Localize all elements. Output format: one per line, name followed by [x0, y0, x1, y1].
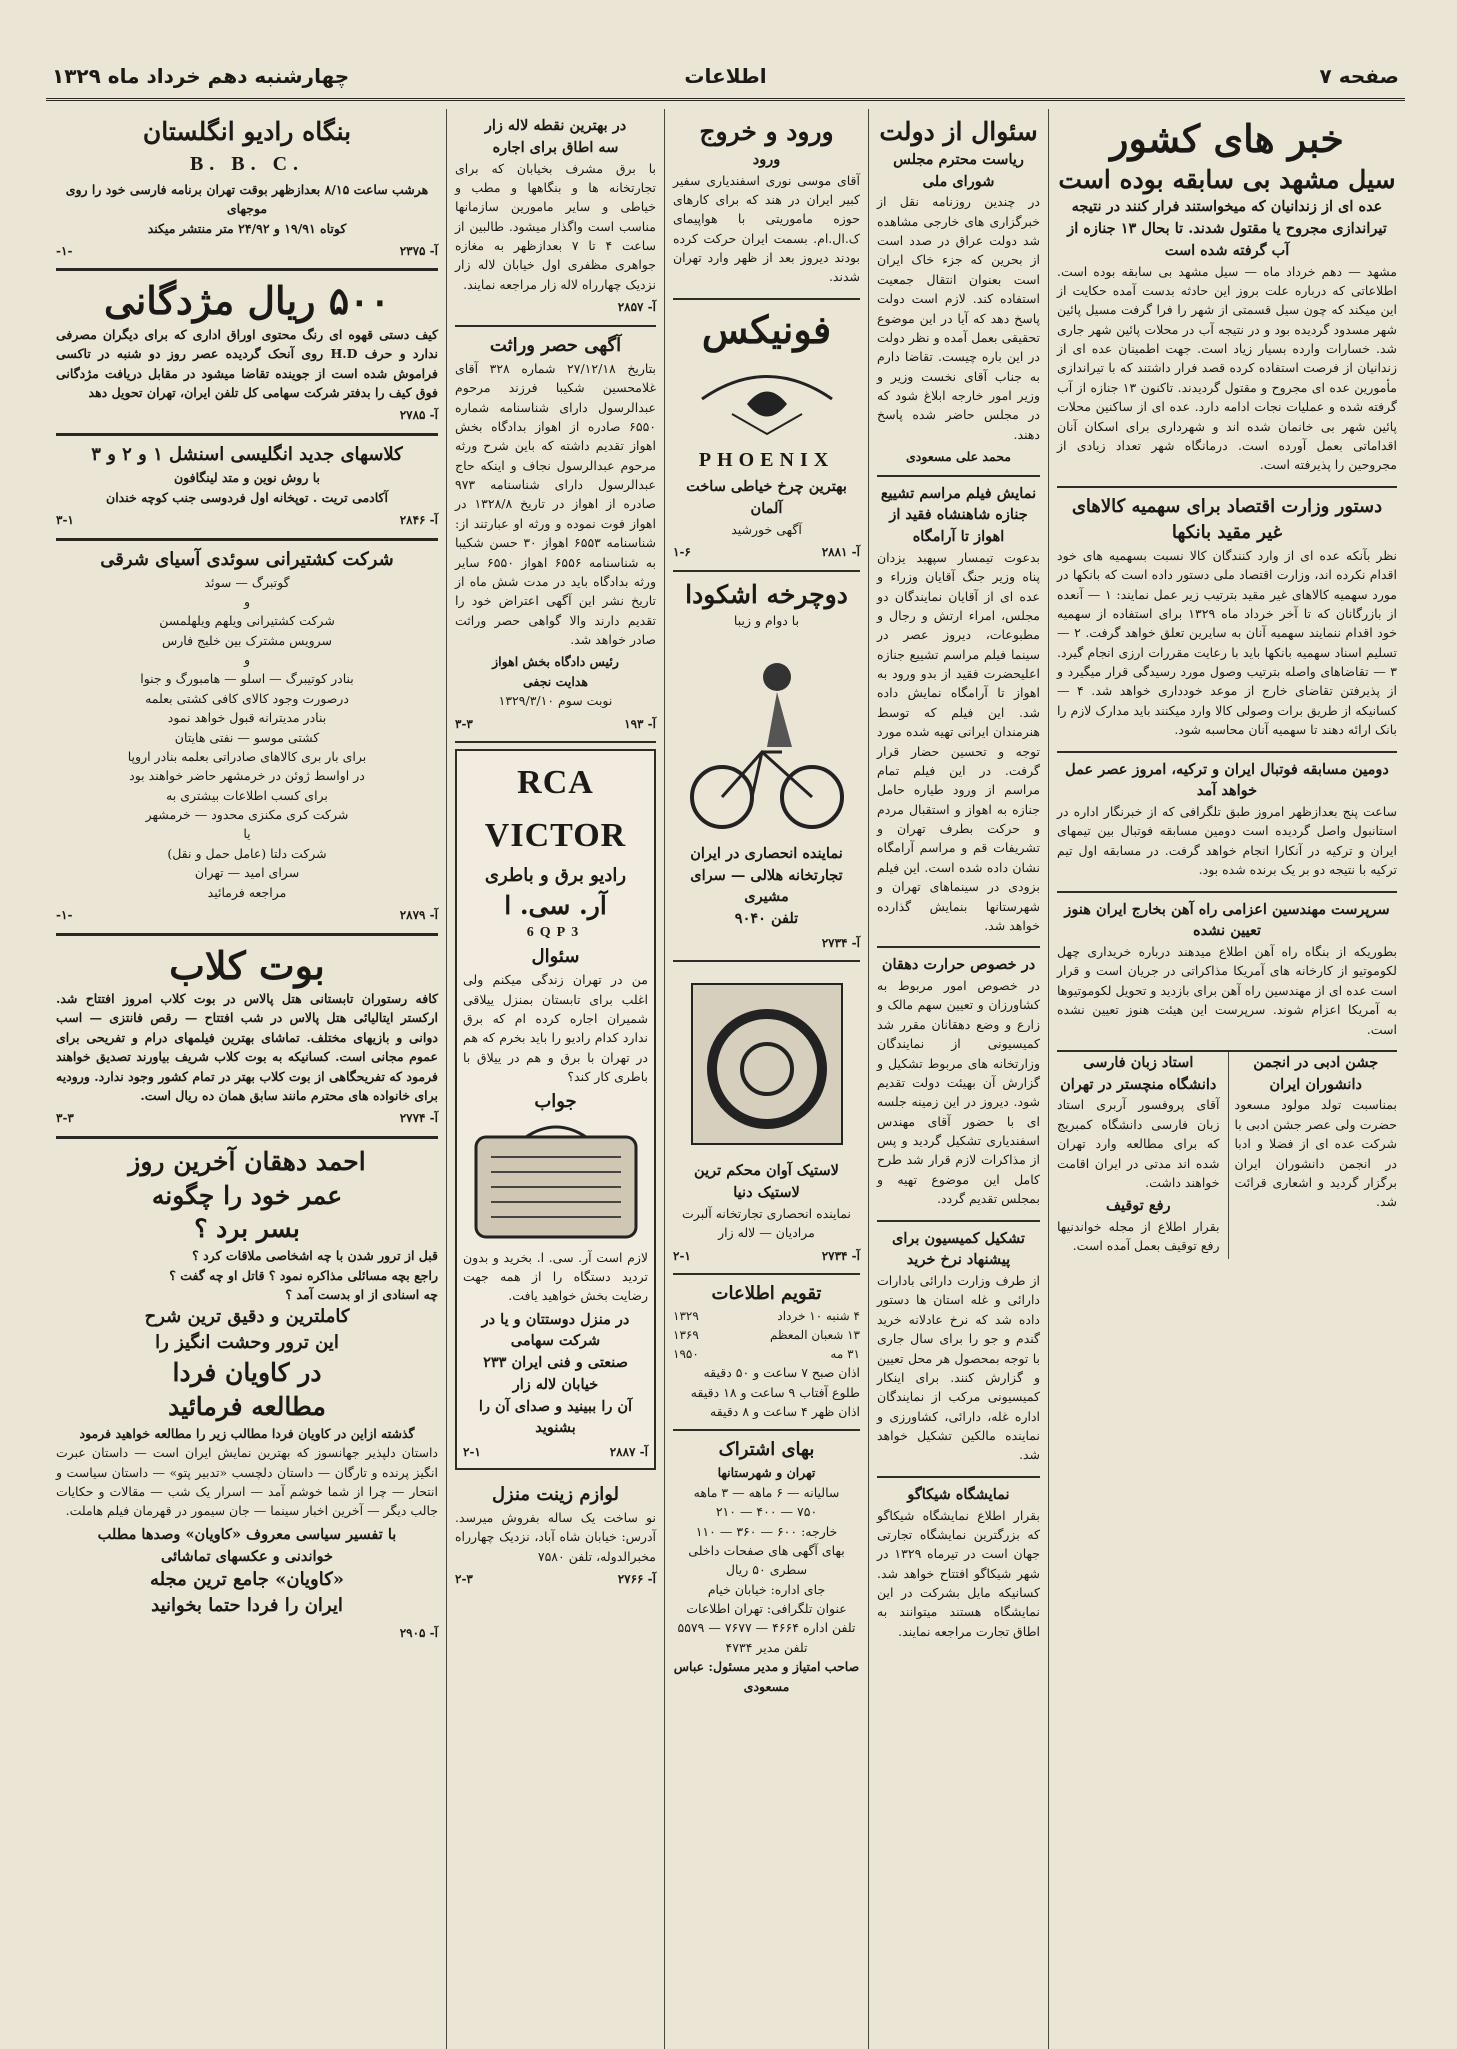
page-number: صفحه ۷	[1319, 64, 1399, 88]
article-body: ساعت پنج بعدازظهر امروز طبق تلگرافی که از خبرنگار اداره در استانبول واصل گردیده است دومین مسابقه فوتبال بین تیمهای ایران و ترکیه در آنکارا انجام خواهد گرفت. در مسابقه اول تیم ترکیه با نتیجه دو بر یک برنده شده بود.	[1057, 804, 1397, 878]
ad-line: یا	[243, 826, 251, 842]
bottom-split	[1057, 1052, 1397, 1259]
phoenix-logo-icon	[692, 359, 842, 439]
column-ads-center	[664, 109, 868, 2049]
ad-bootclub	[56, 936, 438, 1139]
column-ads-left	[48, 109, 446, 2049]
calendar-title: تقویم اطلاعات	[711, 1283, 822, 1305]
ad-code: آ- ۲۷۷۴ ۳-۳	[56, 1111, 438, 1126]
article-flood	[1057, 109, 1397, 488]
ad-line: سرای امید — تهران	[194, 865, 300, 881]
subscription-row: بهای آگهی های صفحات داخلی	[688, 1542, 845, 1558]
subscription-title: بهای اشتراک	[718, 1439, 815, 1461]
ad-body: کافه رستوران تابستانی هتل پالاس در بوت کلاب امروز افتتاح شد. ارکستر ایتالیائی هتل پالاس در شب افتتاح — رقص فانتزی — اسب دوانی و بازیهای مختلف. تماشای بهترین فیلمهای درام و تفریحی برای عموم مجانی است. کسانیکه به بوت کلاب شریف بیاورند تصدیق خواهند فرمود که تفریحگاهی از بوت کلاب بهتر در تمام کشور وجود ندارد. ورودیه برای خانواده های محترم مانند سابق همان ده ریال است.	[56, 991, 438, 1103]
ad-tagline: لاستیک آوان محکم ترین لاستیک دنیا	[694, 1162, 839, 1202]
ad-body: با برق مشرف بخیابان که برای تجارتخانه ها و بنگاهها و مطب و خیاطی و سایر مامورین سازمانها مناسب است واگذار میشود. طالبین از ساعت ۴ تا ۷ بعدازظهر به مغازه جواهری مظفری اول خیابان لاله زار نزدیک چهارراه لاله زار مراجعه نمایند.	[455, 160, 656, 292]
headline-rooms: در بهترین نقطه لاله زار	[484, 117, 627, 134]
promo-line: خواندنی و عکسهای تماشائی	[161, 1547, 333, 1565]
article-body: آقای موسی نوری اسفندیاری سفیر کبیر ایران در هند که برای کارهای حوزه ماموریتی با هواپیمای ک.ال.ام. بسمت ایران حرکت کرده بودند دیروز بعد از ظهر وارد تهران شدند.	[673, 172, 860, 285]
question-label: سئوال	[531, 946, 580, 968]
ad-body: داستان دلپذیر جهانسوز که بهترین نمایش ایران است — داستان عبرت انگیز پرنده و تارگان — داستان دلچسب «تدبیر پتو» — داستان سیاست و انتحار — چرا از شما خوشم آمد — اسرار یک شب — مقالات و حکایات جالب دیگر — آخرین اخبار سینما — جان سیمور در قهرمان فیلم هاملت.	[56, 1445, 438, 1519]
ad-body: کیف دستی قهوه ای رنگ محتوی اوراق اداری که برای دیگران مصرفی ندارد و حرف H.D روی آنحک گردیده عصر روز دو شنبه در تاکسی فراموش شده است از جوینده تقاضا میشود در مقابل دریافت مژدگانی فوق کیف را بدفتر شرکت سهامی کل تلفن ایران، تهران تحویل دهد	[56, 326, 438, 401]
brand-latin: PHOENIX	[698, 449, 835, 472]
headline-football: دومین مسابقه فوتبال ایران و ترکیه، امروز عصر عمل خواهد آمد	[1065, 760, 1389, 800]
headline-economy: دستور وزارت اقتصاد برای سهمیه کالاهای غیر مقید بانکها	[1071, 495, 1383, 543]
ad-line: شرکت کشتیرانی ویلهم ویلهلمسن	[159, 613, 335, 629]
ad-line: شرکت دلتا (عامل حمل و نقل)	[167, 845, 327, 861]
ad-line: گوتبرگ — سوئد	[204, 574, 290, 590]
subscription-row: سطری ۵۰ ریال	[725, 1562, 808, 1578]
headline-shipping: شرکت کشتیرانی سوئدی آسیای شرقی	[100, 548, 394, 570]
promo-line: ایران را فردا حتما بخوانید	[151, 1595, 343, 1617]
subscription-row: خارجه: ۶۰۰ — ۳۶۰ — ۱۱۰	[695, 1523, 838, 1539]
signature: رئیس دادگاه بخش اهواز	[492, 654, 619, 670]
headline-english: کلاسهای جدید انگلیسی اسنشل ۱ و ۲ و ۳	[91, 444, 403, 466]
ad-code: آ- ۱۹۳ ۳-۳	[455, 716, 656, 731]
subscription-row: تلفن اداره ۴۶۶۴ — ۷۶۷۷ — ۵۵۷۹	[677, 1620, 856, 1636]
ad-code: آ- ۲۳۷۵ -۱-	[56, 243, 438, 258]
ad-code: آ- ۲۷۶۶ ۲-۳	[455, 1571, 656, 1586]
model-number: 6QP3	[526, 925, 585, 941]
article-economy	[1057, 488, 1397, 753]
ad-line: برای کسب اطلاعات بیشتری به	[166, 787, 328, 803]
subhead: شورای ملی	[922, 172, 995, 190]
headline-bbc: بنگاه رادیو انگلستان	[142, 117, 352, 146]
subheadline-flood: عده ای از زندانیان که میخواستند فرار کنند در نتیجه تیراندازی مجروح یا مقتول شدند. تا بحال ۱۳ جنازه از آب گرفته شده است	[1067, 198, 1387, 259]
ad-line: بنادر مدیترانه قبول خواهد نمود	[167, 710, 327, 726]
article-body: در چندین روزنامه نقل از خبرگزاری های خارجی مشاهده شد دولت عراق در صدد است از بحرین که جزء خاک ایران است بعنوان انتقال جمعیت استفاده کند. لازم است دولت پاسخ دهد که آیا در این موضوع تحقیقی بعمل آمده و نظر دولت در این باره چیست. تقاضا دارم به جناب آقای نخست وزیر و وزیر امور خارجه ابلاغ شود که در مجلس حاضر شده پاسخ دهند.	[877, 194, 1040, 442]
promo-line: در کاویان فردا	[172, 1358, 322, 1388]
ad-line: با روش نوین و متد لینگافون	[173, 470, 321, 486]
article-body: مشهد — دهم خرداد ماه — سیل مشهد بی سابقه بوده است. اطلاعاتی که درباره علت بروز این حادثه بدست آمده حکایت از این میکند که چون سیل قسمتی از شهر را فرا گرفت مسیل پائین شهر مسدود گردیده بود و در نتیجه آب در محلات پائین شهر جاری شد. خسارات وارده بسیار زیاد است. جهت اطمینان عده ای از زندانیان از فرصت استفاده کرده قصد فرار داشتند که با تیراندازی مأمورین عده ای مجروح و مقتول گردیدند. تاکنون ۱۳ جنازه از آب گرفته شده و عملیات نجات ادامه دارد. عده ای از ساکنین محلات پائین شهر بی خانمان شده اند و شهرداری برای اسکان آنان اقداماتی بعمل آورده است. درمانگاه شهر تعداد زیادی از مجروحین را پذیرفته است.	[1057, 263, 1397, 473]
article-exhibit	[877, 1478, 1040, 1652]
ad-call-to-action: آن را ببینید و صدای آن را بشنوید	[478, 1397, 633, 1437]
subscription-row: سالیانه — ۶ ماهه — ۳ ماهه	[693, 1484, 840, 1500]
promo-line: این ترور وحشت انگیز را	[155, 1332, 339, 1354]
headline-probate: آگهی حصر وراثت	[489, 334, 622, 356]
publisher-line: صاحب امتیاز و مدیر مسئول: عباس مسعودی	[673, 1659, 860, 1694]
article-body: نظر بآنکه عده ای از وارد کنندگان کالا نسبت بسهمیه های خود اقدام نکرده اند، وزارت اقتصاد ملی دستور داده است که بانکها در مورد سهمیه کالاهای غیر مقید بترتیب زیر عمل نمایند: ۱ — آنعده از بازرگانان که تا آخر خرداد ماه ۱۳۲۹ برای استفاده از سهمیه خود اقدام ننمایند سهمیه آنان به سایرین تعلق خواهد گرفت. ۲ — تسلیم اسناد سهمیه بانکها باید با رعایت مقررات ارزی انجام گیرد. ۳ — تقاضاهای واصله بترتیب وصول مورد رسیدگی قرار میگیرد و از پذیرفتن تقاضای خارج از موعد خودداری خواهد شد. ۴ — کسانیکه از طریق برات وصولی کالا وارد میکنند باید مدارک لازم را بانک ارائه دهند تا سهمیه آنان محاسبه شود.	[1057, 547, 1398, 738]
article-body: بطوریکه از بنگاه راه آهن اطلاع میدهند درباره خریداری چهل لکوموتیو از کارخانه های آمریکا مذاکراتی در جریان است و قرار است عده ای از مهندسین راه آهن برای بازدید و تحویل لکوموتیوها به آمریکا اعزام شوند. سرپرست این هیئت هنوز تعیین نشده است.	[1057, 944, 1397, 1037]
ad-code: آ- ۲۸۸۷ ۲-۱	[463, 1445, 648, 1460]
ad-line: و	[243, 593, 251, 609]
ad-kavian	[56, 1139, 438, 1650]
ad-body: من در تهران زندگی میکنم ولی اغلب برای تابستان بمنزل ییلاقی شمیران اجاره کرده ام که برق ندارد کدام رادیو را باید بخرم که هم در تهران با برق و هم در ییلاق با باطری کار کند؟	[463, 972, 648, 1085]
headline-rooms-2: سه اطاق برای اجاره	[492, 138, 619, 156]
ad-dealer-name: تجارتخانه هلالی — سرای مشیری	[690, 866, 843, 906]
calendar-row: طلوع آفتاب ۹ ساعت و ۱۸ دقیقه	[690, 1384, 860, 1400]
ad-reward	[56, 271, 438, 436]
calendar	[673, 1275, 860, 1431]
ad-code: آ- ۲۸۵۷	[617, 300, 656, 315]
question-line: راجع بچه مسائلی مذاکره نمود ؟ قاتل او چه گفت ؟	[169, 1267, 438, 1283]
ad-line: و	[243, 652, 251, 668]
subhead: تهران و شهرستانها	[717, 1465, 816, 1481]
brand-rca: RCA VICTOR	[484, 764, 627, 854]
column-national-news	[1048, 109, 1405, 2049]
article-commission	[877, 1222, 1040, 1478]
answer-label: جواب	[534, 1091, 577, 1113]
section-title: خبر های کشور	[1110, 116, 1344, 161]
ad-line: شرکت کری مکنزی محدود — خرمشهر	[145, 807, 349, 823]
ad-tagline: با دوام و زیبا	[733, 613, 800, 629]
signature-name: هدایت نجفی	[522, 673, 589, 689]
article-body: بدعوت تیمسار سپهبد یزدان پناه وزیر جنگ آقایان وزراء و عده ای از آقایان نمایندگان دو مجلس، امراء ارتش و رجال و مطبوعات، دیروز عصر در سینما فیلم مراسم تشییع جنازه اعلیحضرت فقید از بدو ورود به اهواز تا آرامگاه نمایش داده شد. این فیلم که توسط هنرمندان ایرانی تهیه شده مورد توجه و تحسین حضار قرار گرفت. در این فیلم تمام مراسم از ورود طیاره حامل جنازه به اهواز و استقبال مردم و حرکت بطرف تهران و تشریفات قم و مراسم آرامگاه نشان داده شده است. این فیلم بزودی در سینماهای تهران و شهرستانها بنمایش گذارده خواهد شد.	[877, 549, 1040, 933]
ad-code: آ- ۲۹۰۵	[399, 1625, 438, 1640]
headline-literary: جشن ادبی در انجمن دانشوران ایران	[1253, 1053, 1379, 1093]
ad-rooms	[455, 109, 656, 327]
ad-dealer: در منزل دوستتان و یا در شرکت سهامی	[481, 1310, 630, 1350]
article-body: آقای پروفسور آربری استاد زبان فارسی دانشگاه کمبریج که برای مطالعه وارد تهران شده اند مدتی در ایران اقامت خواهند داشت.	[1057, 1097, 1220, 1190]
ad-body: نو ساخت یک ساله بفروش میرسد. آدرس: خیابان شاه آباد، نزدیک چهارراه مخبرالدوله، تلفن ۷۵۸۰	[455, 1509, 656, 1564]
calendar-row: اذان صبح ۷ ساعت و ۵۰ دقیقه	[703, 1365, 860, 1381]
ad-line: در اواسط ژوئن در خرمشهر حاضر خواهند بود	[129, 768, 365, 784]
article-football	[1057, 753, 1397, 893]
headline-bicycle: دوچرخه اشکودا	[685, 579, 848, 609]
article-prof	[1057, 1052, 1220, 1259]
promo-line: با تفسیر سیاسی معروف «کاویان» وصدها مطلب	[97, 1525, 397, 1543]
ad-code: آ- ۲۸۷۹ -۱-	[56, 907, 438, 922]
article-body: در خصوص امور مربوط به کشاورزان و تعیین سهم مالک و زارع و وضع دهقانان مقرر شد کمیسیونی از نمایندگان وزارتخانه های مربوط تشکیل و گزارش آن بهیئت دولت تقدیم شود. دیروز در این زمینه جلسه ای با حضور آقای مهندس اسفندیاری تشکیل گردید و پس از مذاکرات لازم قرار شد طرح کامل این موضوع تهیه و بمجلس تقدیم گردد.	[877, 978, 1040, 1207]
ad-shipping	[56, 541, 438, 936]
ad-dealer: نماینده انحصاری در ایران	[690, 844, 843, 862]
headline-prof: استاد زبان فارسی دانشگاه منچستر در تهران	[1060, 1053, 1217, 1093]
article-arrivals	[673, 109, 860, 300]
headline-arrest: رفع توقیف	[1105, 1197, 1171, 1215]
headline-bootclub: بوت کلاب	[169, 942, 325, 988]
bbc-frequencies: کوتاه ۱۹/۹۱ و ۲۴/۹۲ متر منتشر میکند	[147, 220, 347, 236]
column-politics	[868, 109, 1048, 2049]
headline-dehghan: احمد دهقان آخرین روز	[128, 1146, 366, 1176]
subhead: ریاست محترم مجلس	[893, 150, 1024, 168]
ad-line: کشتی موسو — نفتی هایتان	[174, 729, 320, 745]
headline-dehghan-3: بسر برد ؟	[194, 1214, 300, 1244]
article-literary	[1228, 1052, 1398, 1259]
newspaper-name: اطلاعات	[684, 64, 767, 88]
article-farmers	[877, 948, 1040, 1221]
ad-tagline: بهترین چرخ خیاطی ساخت آلمان	[686, 478, 847, 517]
headline-jewel: لوازم زینت منزل	[491, 1483, 620, 1505]
ad-jewel	[455, 1476, 656, 1597]
ad-code: آ- ۲۸۸۱ ۱-۶	[673, 545, 860, 560]
calendar-rows: ۴ شنبه ۱۰ خرداد ۱۳۲۹ ۱۳ شعبان المعظم ۱۳۶۹ ۳۱ مه ۱۹۵۰	[673, 1309, 860, 1361]
headline-question: سئوال از دولت	[879, 117, 1038, 146]
columns	[46, 109, 1405, 2049]
ad-probate	[455, 327, 656, 743]
brand-bbc: B. B. C.	[189, 152, 305, 175]
ad-tagline: رادیو برق و باطری	[484, 864, 627, 886]
headline-flood: سیل مشهد بی سابقه بوده است	[1058, 164, 1396, 194]
ad-code: آ- ۲۷۸۵	[399, 408, 438, 423]
ad-dealer-address: صنعتی و فنی ایران ۲۳۳ خیابان لاله زار	[483, 1354, 628, 1393]
subscription-row: جای اداره: خیابان خیام	[707, 1581, 826, 1597]
article-body: بقرار اطلاع از مجله خواندنیها رفع توقیف بعمل آمده است.	[1057, 1219, 1220, 1254]
ad-bbc	[56, 109, 438, 271]
ad-brand-fa: آر. سی. ا	[504, 890, 607, 920]
ad-tires	[673, 962, 860, 1275]
headline-railway: سرپرست مهندسین اعزامی راه آهن بخارج ایران هنوز تعیین نشده	[1064, 900, 1390, 940]
promo-line: «کاویان» جامع ترین مجله	[149, 1569, 345, 1591]
article-body: بمناسبت تولد مولود مسعود حضرت ولی عصر جشن ادبی با شرکت عده ای از فضلا و ادبا در انجمن دانشوران ایران برگزار گردید و اشعاری قرائت شد.	[1234, 1097, 1397, 1210]
headline-funeral: نمایش فیلم مراسم تشییع جنازه شاهنشاه فقید از اهواز تا آرامگاه	[880, 484, 1037, 545]
brand-phoenix: فونیکس	[701, 306, 832, 352]
article-question	[877, 109, 1040, 477]
subscription-row: ۷۵۰ — ۴۰۰ — ۲۱۰	[715, 1504, 818, 1520]
subscription	[673, 1431, 860, 1704]
ad-line: برای بار بری کالاهای صادراتی بعلمه بنادر اروپا	[127, 748, 367, 764]
article-railway	[1057, 893, 1397, 1052]
ad-line: درصورت وجود کالای کافی کشتی بعلمه	[145, 690, 349, 706]
masthead	[46, 58, 1405, 101]
headline-arrivals: ورود و خروج	[699, 117, 834, 146]
headline-reward: ۵۰۰ ریال مژدگانی	[104, 278, 390, 324]
promo-line: مطالعه فرمائید	[168, 1392, 326, 1422]
subhead: ورود	[752, 150, 781, 168]
headline-exhibit: نمایشگاه شیکاگو	[907, 1485, 1010, 1503]
promo-line: کاملترین و دقیق ترین شرح	[144, 1306, 350, 1328]
ad-code: آ- ۲۷۳۴	[821, 935, 860, 950]
headline-commission: تشکیل کمیسیون برای پیشنهاد نرخ خرید	[892, 1229, 1025, 1269]
issue-date: چهارشنبه دهم خرداد ماه ۱۳۲۹	[52, 64, 350, 88]
ad-agency: آگهی خورشید	[731, 521, 802, 537]
bbc-schedule: هرشب ساعت ۸/۱۵ بعدازظهر بوقت تهران برنامه فارسی خود را روی موجهای	[65, 181, 429, 217]
subscription-row: عنوان تلگرافی: تهران اطلاعات	[686, 1601, 847, 1616]
ad-rca-victor	[455, 749, 656, 1470]
signature: محمد علی مسعودی	[906, 449, 1011, 465]
ad-code: آ- ۲۸۴۶ ۳-۱	[56, 512, 438, 527]
headline-dehghan-2: عمر خود را چگونه	[151, 1180, 343, 1210]
ad-line: سرویس مشترک بین خلیج فارس	[162, 632, 332, 648]
column-classifieds	[446, 109, 664, 2049]
promo-line: گذشته ازاین در کاویان فردا مطالب زیر را مطالعه خواهید فرمود	[79, 1425, 415, 1441]
radio-icon	[466, 1122, 646, 1242]
calendar-row: اذان ظهر ۴ ساعت و ۸ دقیقه	[710, 1403, 860, 1419]
ad-line: بنادر کوتیبرگ — اسلو — هامبورگ و جنوا	[140, 671, 354, 687]
ad-body: لازم است آر. سی. ا. بخرید و بدون تردید دستگاه را از همه جهت رضایت بخش خواهید یافت.	[463, 1249, 648, 1304]
question-line: چه اسنادی از او بدست آمد ؟	[285, 1286, 438, 1302]
ad-phoenix	[673, 300, 860, 572]
article-funeral-film	[877, 477, 1040, 949]
question-line: قبل از ترور شدن با چه اشخاصی ملاقات کرد ؟	[192, 1248, 438, 1264]
article-body: از طرف وزارت دارائی بادارات دارائی و غله استان ها دستور داده شد که نرخ عادلانه خرید گندم و جو را برای سال جاری با توجه بمحصول هر محل تعیین و گزارش کنند. برای اینکار کمیسیونی مرکب از نمایندگان اداره غله، دارائی، کشاورزی و نماینده مالکین تشکیل خواهد شد.	[877, 1273, 1040, 1463]
ad-phone: تلفن ۹۰۴۰	[734, 910, 799, 928]
ad-line: آکادمی تریت . توپخانه اول فردوسی جنب کوچه خندان	[106, 489, 388, 505]
ad-bicycle	[673, 572, 860, 963]
ad-dealer: نماینده انحصاری تجارتخانه آلبرت مرادیان — لاله زار	[682, 1205, 851, 1241]
ad-line: مراجعه فرمائید	[207, 884, 287, 900]
subscription-row: تلفن مدیر ۴۷۳۴	[725, 1639, 808, 1655]
tire-car-icon	[682, 974, 852, 1154]
ad-code: آ- ۲۷۳۴ ۲-۱	[673, 1248, 860, 1263]
ad-body: بتاریخ ۲۷/۱۲/۱۸ شماره ۳۲۸ آقای غلامحسین شکیبا فرزند مرحوم عبدالرسول دارای شناسنامه شماره ۶۵۵۰ صادره از اهواز بدادگاه بخش اهواز تقدیم داشته که باین شرح ورثه مرحوم عبدالرسول نجاف و اینکه حاج عبدالرسول دارای شناسنامه ۹۷۳ صادره از اهواز در تاریخ ۱۳۲۸/۸ در اهواز فوت نموده و ورثه او عبارتند از: شناسنامه ۶۵۵۳ اهواز ۳۰ حسن شکیبا به شناسنامه ۶۵۵۶ اهواز ۶۵۵۰ سایر ورثه بدادگاه باید در مدت شش ماه از تاریخ نشر این آگهی اعتراض خود را تقدیم دارند والا گواهی حصر وراثت صادر خواهد شد.	[455, 360, 657, 648]
article-body: بقرار اطلاع نمایشگاه شیکاگو که بزرگترین نمایشگاه تجارتی جهان است در تیرماه ۱۳۲۹ در شهر شیکاگو افتتاح خواهد شد. کسانیکه مایل بشرکت در این نمایشگاه هستند میتوانند به اطاق تجارت مراجعه نمایند.	[877, 1507, 1041, 1639]
bicycle-rider-icon	[682, 637, 852, 837]
headline-farmers: در خصوص حرارت دهقان	[881, 956, 1036, 974]
ad-english	[56, 436, 438, 540]
notice-date: نوبت سوم ۱۳۲۹/۳/۱۰	[498, 693, 613, 709]
